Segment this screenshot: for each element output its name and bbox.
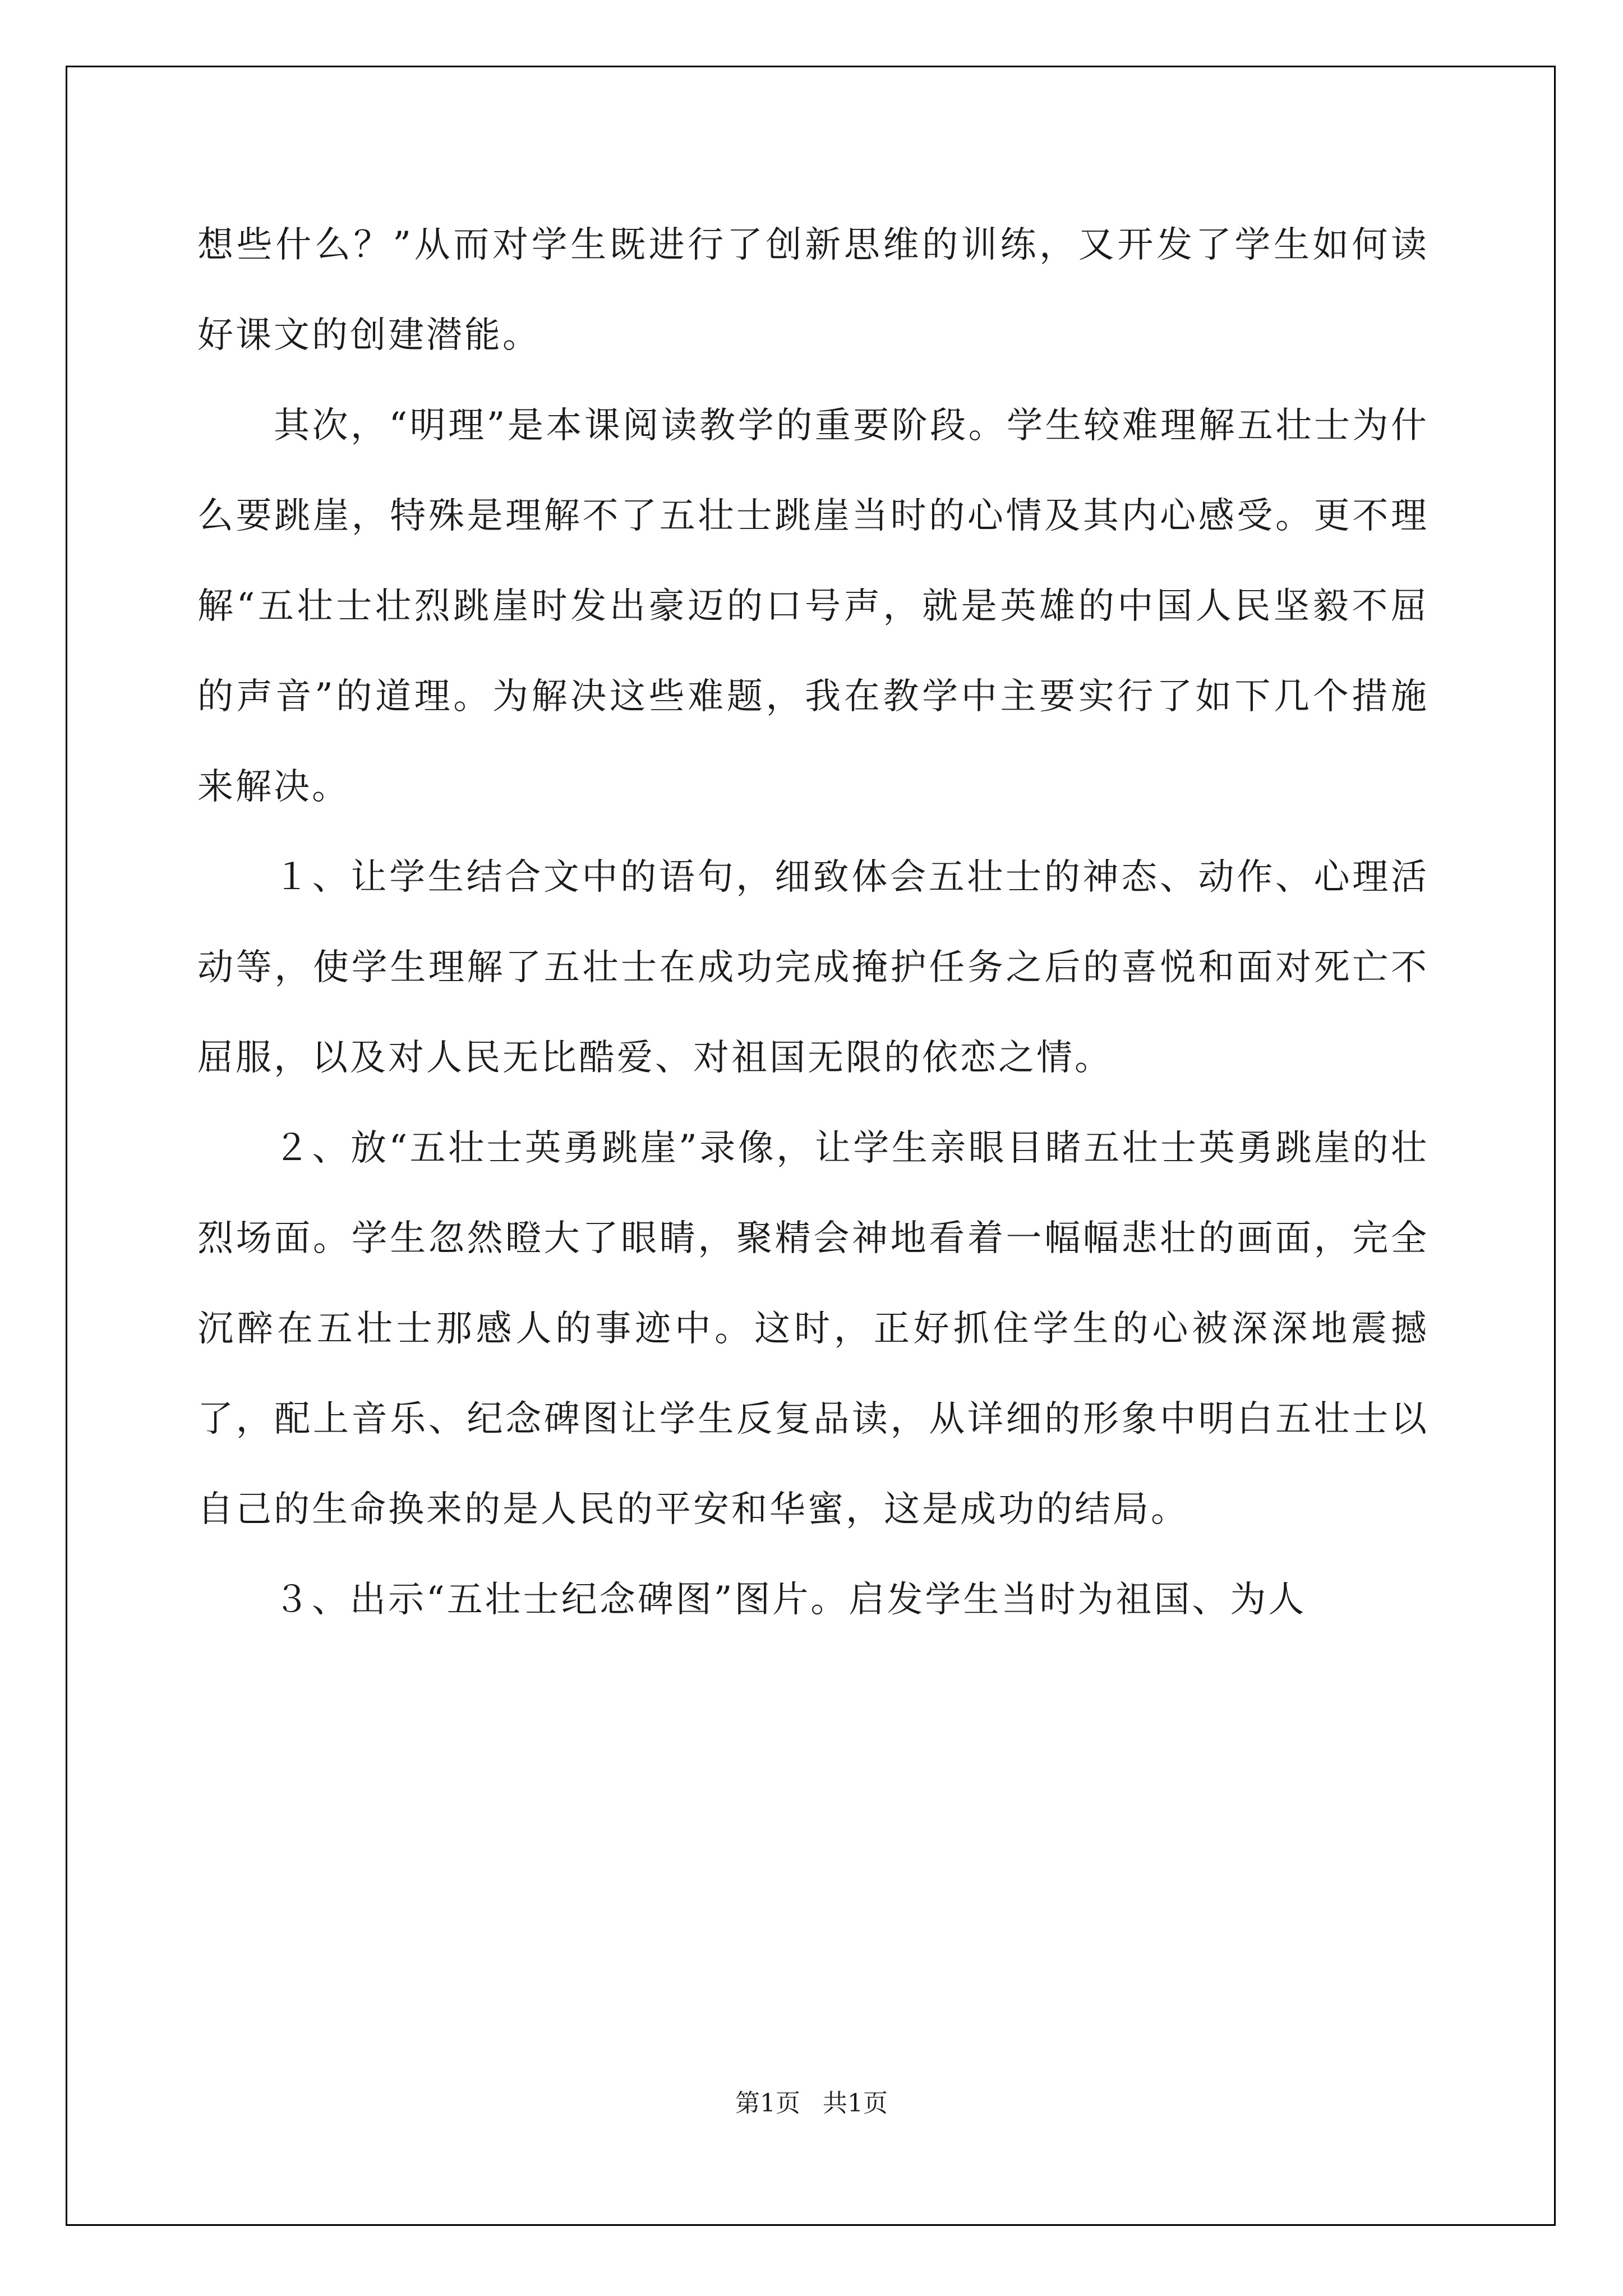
document-body: [197, 200, 1429, 1645]
page-total: 共1页: [823, 2089, 888, 2118]
paragraph-4: ２、放“五壮士英勇跳崖”录像，让学生亲眼目睹五壮士英勇跳崖的壮烈场面。学生忽然瞪大了眼睛，聚精会神地看着一幅幅悲壮的画面，完全沉醉在五壮士那感人的事迹中。这时，正好抓住学生的心被深深地震撼了，配上音乐、纪念碑图让学生反复品读，从详细的形象中明白五壮士以自己的生命换来的是人民的平安和华蜜，这是成功的结局。: [197, 1128, 1429, 1530]
paragraph-3: １、让学生结合文中的语句，细致体会五壮士的神态、动作、心理活动等，使学生理解了五壮士在成功完成掩护任务之后的喜悦和面对死亡不屈服，以及对人民无比酷爱、对祖国无限的依恋之情。: [197, 857, 1429, 1079]
paragraph-5: ３、出示“五壮士纪念碑图”图片。启发学生当时为祖国、为人: [274, 1579, 1307, 1621]
paragraph-2: 其次，“明理”是本课阅读教学的重要阶段。学生较难理解五壮士为什么要跳崖，特殊是理解不了五壮士跳崖当时的心情及其内心感受。更不理解“五壮士壮烈跳崖时发出豪迈的口号声，就是英雄的中国人民坚毅不屈的声音”的道理。为解决这些难题，我在教学中主要实行了如下几个措施来解决。: [197, 405, 1429, 808]
paragraph-1: 想些什么？”从而对学生既进行了创新思维的训练，又开发了学生如何读好课文的创建潜能。: [197, 224, 1429, 356]
page-footer: [0, 2087, 1623, 2120]
page-number: 第1页: [735, 2089, 800, 2118]
